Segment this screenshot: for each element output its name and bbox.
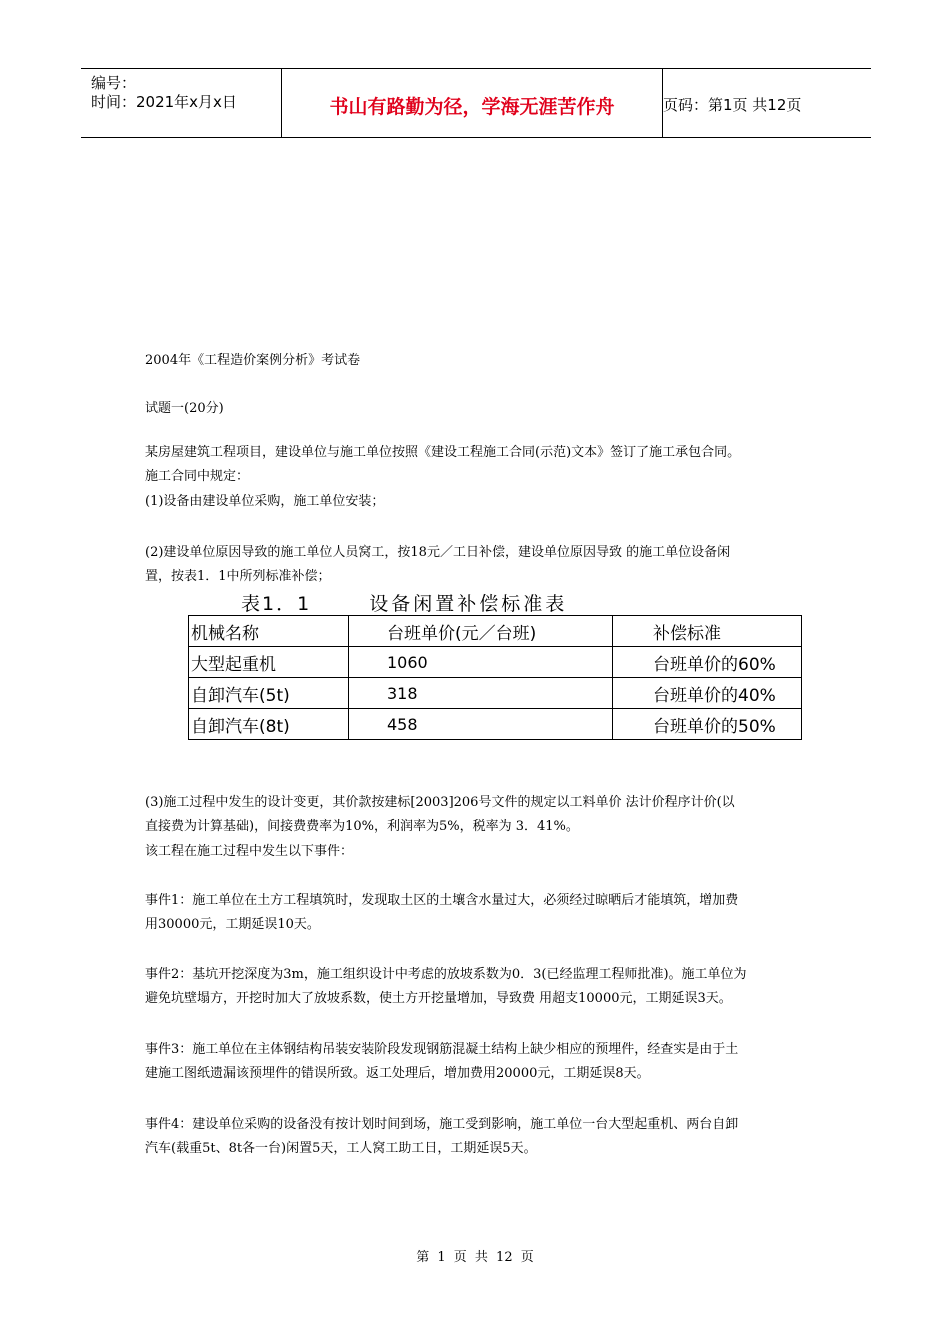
table-row bbox=[189, 678, 802, 709]
event-3-line-2: 建施工图纸遗漏该预埋件的错误所致。返工处理后，增加费用20000元，工期延误8天。 bbox=[145, 1066, 650, 1081]
table-row bbox=[189, 647, 802, 678]
document-title: 2004年《工程造价案例分析》考试卷 bbox=[145, 353, 361, 368]
document-code-label: 编号： bbox=[91, 74, 137, 92]
table-caption bbox=[241, 589, 567, 616]
clause-2-line-1: (2)建设单位原因导致的施工单位人员窝工，按18元／工日补偿，建设单位原因导致 的施工单位设备闲 bbox=[145, 545, 731, 560]
event-3-line-1: 事件3：施工单位在主体钢结构吊装安装阶段发现钢筋混凝土结构上缺少相应的预埋件，经查实是由于土 bbox=[145, 1042, 739, 1057]
cell-machine: 大型起重机 bbox=[189, 647, 349, 678]
cell-machine: 自卸汽车(8t) bbox=[189, 709, 349, 740]
header-meta bbox=[81, 69, 281, 137]
table-caption-number: 表1．1 bbox=[241, 593, 312, 615]
event-1-line-2: 用30000元，工期延误10天。 bbox=[145, 917, 320, 932]
clause-2-line-2: 置，按表1．1中所列标准补偿； bbox=[145, 569, 331, 584]
event-2-line-2: 避免坑壁塌方，开挖时加大了放坡系数，使土方开挖量增加，导致费 用超支10000元，工期延误3天。 bbox=[145, 991, 732, 1006]
cell-machine: 自卸汽车(5t) bbox=[189, 678, 349, 709]
event-1-line-1: 事件1：施工单位在土方工程填筑时，发现取土区的土壤含水量过大，必须经过晾晒后才能填筑，增加费 bbox=[145, 893, 739, 908]
cell-unit-price: 318 bbox=[349, 678, 613, 709]
cell-unit-price: 1060 bbox=[349, 647, 613, 678]
equipment-idle-compensation-table bbox=[188, 615, 802, 740]
header-motto-cell bbox=[281, 69, 663, 137]
cell-compensation: 台班单价的50% bbox=[613, 709, 802, 740]
event-4-line-1: 事件4：建设单位采购的设备没有按计划时间到场，施工受到影响，施工单位一台大型起重机、两台自卸 bbox=[145, 1117, 739, 1132]
intro-line-2: 施工合同中规定： bbox=[145, 469, 250, 484]
clause-1: (1)设备由建设单位采购，施工单位安装； bbox=[145, 494, 385, 509]
page-header bbox=[81, 68, 871, 138]
table-header-row bbox=[189, 616, 802, 647]
question-heading: 试题一(20分) bbox=[145, 401, 224, 416]
clause-3-line-1: (3)施工过程中发生的设计变更，其价款按建标[2003]206号文件的规定以工料单价 法计价程序计价(以 bbox=[145, 795, 735, 810]
clause-3-line-2: 直接费为计算基础)，间接费费率为10%，利润率为5%，税率为 3．41%。 bbox=[145, 819, 579, 834]
column-header-unit-price: 台班单价(元／台班) bbox=[349, 616, 613, 647]
header-motto: 书山有路勤为径，学海无涯苦作舟 bbox=[329, 96, 615, 118]
column-header-machine: 机械名称 bbox=[189, 616, 349, 647]
events-intro: 该工程在施工过程中发生以下事件： bbox=[145, 844, 354, 859]
table-row bbox=[189, 709, 802, 740]
header-page-number: 页码：第1页 共12页 bbox=[663, 96, 802, 114]
header-page-cell bbox=[663, 69, 871, 137]
event-2-line-1: 事件2：基坑开挖深度为3m，施工组织设计中考虑的放坡系数为0．3(已经监理工程师批准)。施工单位为 bbox=[145, 967, 747, 982]
table-caption-title: 设备闲置补偿标准表 bbox=[369, 593, 568, 615]
event-4-line-2: 汽车(载重5t、8t各一台)闲置5天，工人窝工助工日，工期延误5天。 bbox=[145, 1141, 537, 1156]
page-footer: 第 1 页 共 12 页 bbox=[416, 1250, 534, 1265]
column-header-compensation: 补偿标准 bbox=[613, 616, 802, 647]
cell-compensation: 台班单价的60% bbox=[613, 647, 802, 678]
cell-unit-price: 458 bbox=[349, 709, 613, 740]
intro-line-1: 某房屋建筑工程项目，建设单位与施工单位按照《建设工程施工合同(示范)文本》签订了施工承包合同。 bbox=[145, 445, 741, 460]
document-time-label: 时间：2021年x月x日 bbox=[91, 93, 237, 111]
cell-compensation: 台班单价的40% bbox=[613, 678, 802, 709]
